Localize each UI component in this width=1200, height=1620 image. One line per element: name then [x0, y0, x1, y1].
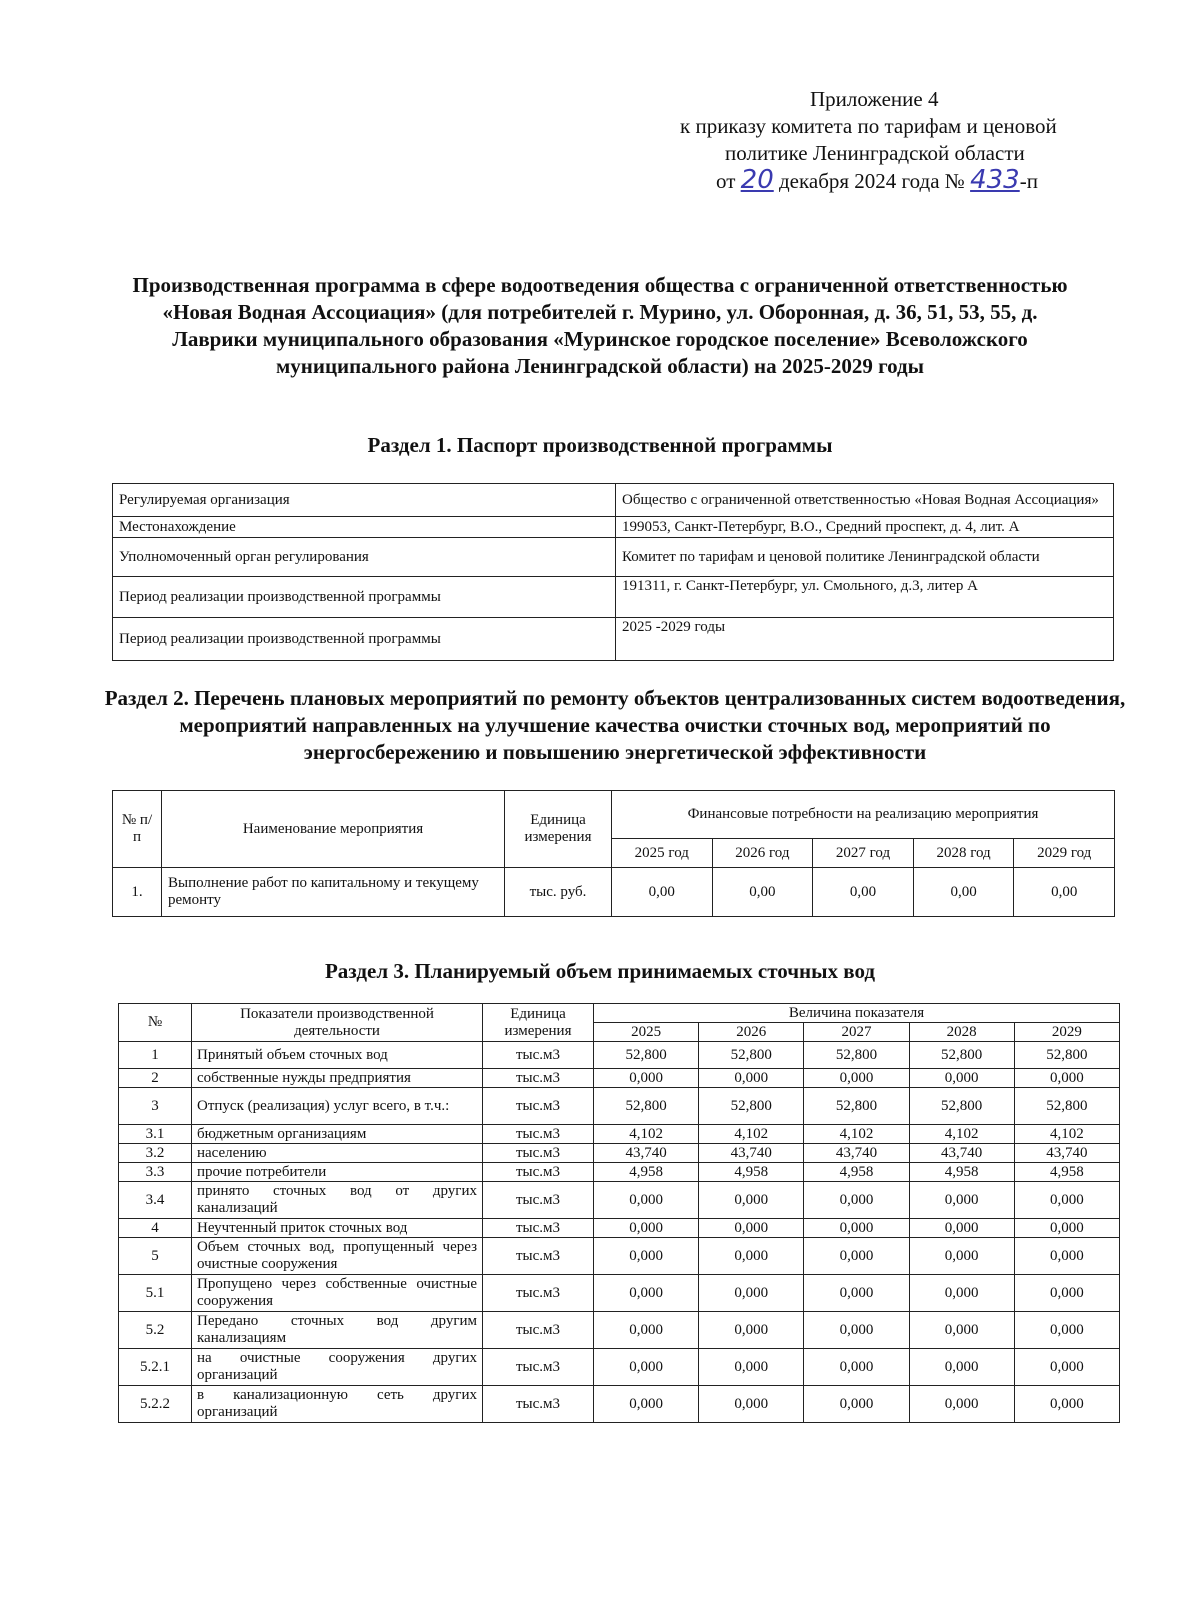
- row-unit: тыс.м3: [483, 1182, 594, 1219]
- row-value: 0,000: [1014, 1312, 1119, 1349]
- row-value: 52,800: [804, 1088, 909, 1125]
- row-value: 52,800: [909, 1042, 1014, 1069]
- row-value: 0,000: [1014, 1349, 1119, 1386]
- row-value: 0,000: [804, 1069, 909, 1088]
- row-value: 4,102: [909, 1125, 1014, 1144]
- year-header: 2025: [594, 1023, 699, 1042]
- row-name: бюджетным организациям: [192, 1125, 483, 1144]
- passport-key: Регулируемая организация: [113, 484, 616, 517]
- row-value: 0,000: [1014, 1275, 1119, 1312]
- row-value: 0,00: [813, 868, 914, 917]
- row-value: 0,000: [699, 1275, 804, 1312]
- year-header: 2029: [1014, 1023, 1119, 1042]
- year-header: 2027: [804, 1023, 909, 1042]
- row-value: 4,958: [1014, 1163, 1119, 1182]
- row-value: 43,740: [699, 1144, 804, 1163]
- year-header: 2025 год: [612, 839, 713, 868]
- annex-header: [660, 86, 1120, 195]
- row-name: Неучтенный приток сточных вод: [192, 1219, 483, 1238]
- row-name: принято сточных вод от других канализаций: [192, 1182, 483, 1219]
- table-row: [119, 1088, 1120, 1125]
- row-value: 0,000: [1014, 1069, 1119, 1088]
- row-value: 43,740: [1014, 1144, 1119, 1163]
- row-unit: тыс.м3: [483, 1312, 594, 1349]
- row-value: 4,958: [804, 1163, 909, 1182]
- annex-line-3: политике Ленинградской области: [725, 141, 1025, 165]
- wastewater-volume-table: [118, 1003, 1120, 1423]
- col-unit-header: Единица измерения: [505, 791, 612, 868]
- row-value: 4,958: [909, 1163, 1014, 1182]
- year-header: 2029 год: [1014, 839, 1115, 868]
- passport-value: 2025 -2029 годы: [616, 618, 1114, 661]
- row-value: 52,800: [1014, 1042, 1119, 1069]
- row-name: населению: [192, 1144, 483, 1163]
- passport-key: Период реализации производственной программы: [113, 618, 616, 661]
- col-value-header: Величина показателя: [594, 1004, 1120, 1023]
- row-name: Объем сточных вод, пропущенный через очистные сооружения: [192, 1238, 483, 1275]
- table-header-row: [113, 791, 1115, 839]
- row-unit: тыс.м3: [483, 1163, 594, 1182]
- row-value: 52,800: [594, 1088, 699, 1125]
- table-row: [119, 1386, 1120, 1423]
- row-num: 2: [119, 1069, 192, 1088]
- annex-line-2: к приказу комитета по тарифам и ценовой: [680, 114, 1057, 138]
- row-unit: тыс.м3: [483, 1349, 594, 1386]
- table-row: [113, 484, 1114, 517]
- row-value: 0,000: [804, 1219, 909, 1238]
- row-value: 4,102: [1014, 1125, 1119, 1144]
- row-num: 3: [119, 1088, 192, 1125]
- row-value: 0,000: [804, 1386, 909, 1423]
- table-row: [119, 1349, 1120, 1386]
- year-header: 2028: [909, 1023, 1014, 1042]
- row-unit: тыс.м3: [483, 1088, 594, 1125]
- passport-value: 199053, Санкт-Петербург, В.О., Средний проспект, д. 4, лит. А: [616, 517, 1114, 538]
- row-value: 0,000: [909, 1219, 1014, 1238]
- row-value: 0,000: [594, 1312, 699, 1349]
- row-value: 0,00: [612, 868, 713, 917]
- row-value: 0,000: [699, 1312, 804, 1349]
- section-2-heading: Раздел 2. Перечень плановых мероприятий по ремонту объектов централизованных систем водоотведения, мероприятий направленных на улучшение качества очистки сточных вод, мероприятий по энергосбережению и повышению энергетической эффективности: [104, 686, 1126, 764]
- row-num: 5.2.2: [119, 1386, 192, 1423]
- section-1-heading: Раздел 1. Паспорт производственной программы: [367, 433, 833, 457]
- row-value: 0,000: [594, 1182, 699, 1219]
- row-value: 0,000: [699, 1238, 804, 1275]
- row-unit: тыс.м3: [483, 1042, 594, 1069]
- row-name: на очистные сооружения других организаций: [192, 1349, 483, 1386]
- col-num-header: № п/п: [113, 791, 162, 868]
- row-num: 1.: [113, 868, 162, 917]
- row-value: 43,740: [909, 1144, 1014, 1163]
- table-row: [119, 1238, 1120, 1275]
- row-name: Пропущено через собственные очистные сооружения: [192, 1275, 483, 1312]
- table-row: [119, 1182, 1120, 1219]
- row-value: 0,00: [712, 868, 813, 917]
- row-value: 0,000: [594, 1386, 699, 1423]
- row-value: 4,958: [594, 1163, 699, 1182]
- passport-value: Общество с ограниченной ответственностью «Новая Водная Ассоциация»: [616, 484, 1114, 517]
- row-value: 0,000: [804, 1312, 909, 1349]
- row-name: в канализационную сеть других организаций: [192, 1386, 483, 1423]
- row-value: 0,00: [913, 868, 1014, 917]
- row-num: 5.2.1: [119, 1349, 192, 1386]
- row-value: 0,000: [909, 1349, 1014, 1386]
- row-value: 0,000: [804, 1349, 909, 1386]
- row-value: 0,000: [594, 1275, 699, 1312]
- row-unit: тыс.м3: [483, 1069, 594, 1088]
- row-value: 4,102: [699, 1125, 804, 1144]
- row-unit: тыс.м3: [483, 1219, 594, 1238]
- row-value: 0,000: [909, 1069, 1014, 1088]
- row-value: 0,000: [804, 1182, 909, 1219]
- table-row: [119, 1125, 1120, 1144]
- annex-line-4: [660, 167, 1120, 195]
- row-value: 0,000: [594, 1069, 699, 1088]
- row-value: 0,000: [699, 1219, 804, 1238]
- year-header: 2027 год: [813, 839, 914, 868]
- annex-from: от: [716, 169, 736, 193]
- row-value: 0,000: [1014, 1182, 1119, 1219]
- row-unit: тыс.м3: [483, 1275, 594, 1312]
- row-value: 0,000: [699, 1069, 804, 1088]
- row-value: 0,000: [699, 1349, 804, 1386]
- row-unit: тыс.м3: [483, 1144, 594, 1163]
- row-num: 5: [119, 1238, 192, 1275]
- col-num-header: №: [119, 1004, 192, 1042]
- row-value: 0,00: [1014, 868, 1115, 917]
- table-row: [113, 868, 1115, 917]
- row-value: 52,800: [699, 1088, 804, 1125]
- row-num: 3.4: [119, 1182, 192, 1219]
- passport-value: Комитет по тарифам и ценовой политике Ленинградской области: [616, 538, 1114, 577]
- row-name: Отпуск (реализация) услуг всего, в т.ч.:: [192, 1088, 483, 1125]
- passport-table: [112, 483, 1114, 661]
- col-fin-header: Финансовые потребности на реализацию мероприятия: [612, 791, 1115, 839]
- row-unit: тыс.м3: [483, 1238, 594, 1275]
- passport-key: Местонахождение: [113, 517, 616, 538]
- row-value: 0,000: [594, 1219, 699, 1238]
- row-unit: тыс.м3: [483, 1125, 594, 1144]
- document-title: Производственная программа в сфере водоотведения общества с ограниченной ответственностью «Новая Водная Ассоциация» (для потребителей г. Мурино, ул. Оборонная, д. 36, 51, 53, 55, д. Лаврики муниципального образования «Муринское городское поселение» Всеволожского муниципального района Ленинградской области) на 2025-2029 годы: [132, 273, 1068, 378]
- row-num: 1: [119, 1042, 192, 1069]
- col-unit-header: Единица измерения: [483, 1004, 594, 1042]
- row-value: 0,000: [594, 1349, 699, 1386]
- row-value: 0,000: [909, 1386, 1014, 1423]
- table-row: [113, 517, 1114, 538]
- row-value: 4,958: [699, 1163, 804, 1182]
- row-name: собственные нужды предприятия: [192, 1069, 483, 1088]
- row-value: 52,800: [699, 1042, 804, 1069]
- annex-suffix: -п: [1019, 169, 1038, 193]
- row-value: 52,800: [594, 1042, 699, 1069]
- row-num: 5.1: [119, 1275, 192, 1312]
- activities-table: [112, 790, 1115, 917]
- row-value: 0,000: [594, 1238, 699, 1275]
- section-3-heading: Раздел 3. Планируемый объем принимаемых сточных вод: [324, 959, 876, 983]
- row-value: 0,000: [1014, 1238, 1119, 1275]
- row-value: 0,000: [1014, 1219, 1119, 1238]
- col-name-header: Наименование мероприятия: [162, 791, 505, 868]
- table-row: [119, 1042, 1120, 1069]
- table-row: [113, 538, 1114, 577]
- table-header-row: [119, 1004, 1120, 1023]
- row-num: 4: [119, 1219, 192, 1238]
- row-name: прочие потребители: [192, 1163, 483, 1182]
- row-value: 0,000: [804, 1275, 909, 1312]
- passport-value: 191311, г. Санкт-Петербург, ул. Смольного, д.3, литер А: [616, 577, 1114, 618]
- row-value: 52,800: [804, 1042, 909, 1069]
- year-header: 2028 год: [913, 839, 1014, 868]
- table-row: [119, 1275, 1120, 1312]
- passport-key: Период реализации производственной программы: [113, 577, 616, 618]
- row-value: 0,000: [909, 1182, 1014, 1219]
- row-value: 0,000: [909, 1238, 1014, 1275]
- year-header: 2026 год: [712, 839, 813, 868]
- row-value: 4,102: [594, 1125, 699, 1144]
- row-unit: тыс. руб.: [505, 868, 612, 917]
- table-row: [119, 1312, 1120, 1349]
- year-header: 2026: [699, 1023, 804, 1042]
- row-value: 4,102: [804, 1125, 909, 1144]
- table-row: [119, 1219, 1120, 1238]
- row-value: 43,740: [804, 1144, 909, 1163]
- passport-key: Уполномоченный орган регулирования: [113, 538, 616, 577]
- col-name-header: Показатели производственной деятельности: [192, 1004, 483, 1042]
- row-value: 0,000: [909, 1312, 1014, 1349]
- row-value: 0,000: [1014, 1386, 1119, 1423]
- row-value: 0,000: [909, 1275, 1014, 1312]
- row-value: 0,000: [699, 1386, 804, 1423]
- row-name: Передано сточных вод другим канализациям: [192, 1312, 483, 1349]
- annex-line-1: Приложение 4: [810, 87, 939, 111]
- table-row: [113, 618, 1114, 661]
- table-row: [119, 1069, 1120, 1088]
- handwritten-day: 20: [740, 165, 774, 195]
- row-value: 0,000: [804, 1238, 909, 1275]
- annex-date-rest: декабря 2024 года №: [779, 169, 965, 193]
- row-num: 3.3: [119, 1163, 192, 1182]
- handwritten-number: 433: [970, 165, 1020, 195]
- row-name: Принятый объем сточных вод: [192, 1042, 483, 1069]
- row-unit: тыс.м3: [483, 1386, 594, 1423]
- table-row: [119, 1163, 1120, 1182]
- row-value: 43,740: [594, 1144, 699, 1163]
- row-num: 3.2: [119, 1144, 192, 1163]
- table-row: [119, 1144, 1120, 1163]
- row-value: 52,800: [1014, 1088, 1119, 1125]
- table-row: [113, 577, 1114, 618]
- row-num: 3.1: [119, 1125, 192, 1144]
- row-value: 0,000: [699, 1182, 804, 1219]
- row-value: 52,800: [909, 1088, 1014, 1125]
- row-name: Выполнение работ по капитальному и текущему ремонту: [162, 868, 505, 917]
- row-num: 5.2: [119, 1312, 192, 1349]
